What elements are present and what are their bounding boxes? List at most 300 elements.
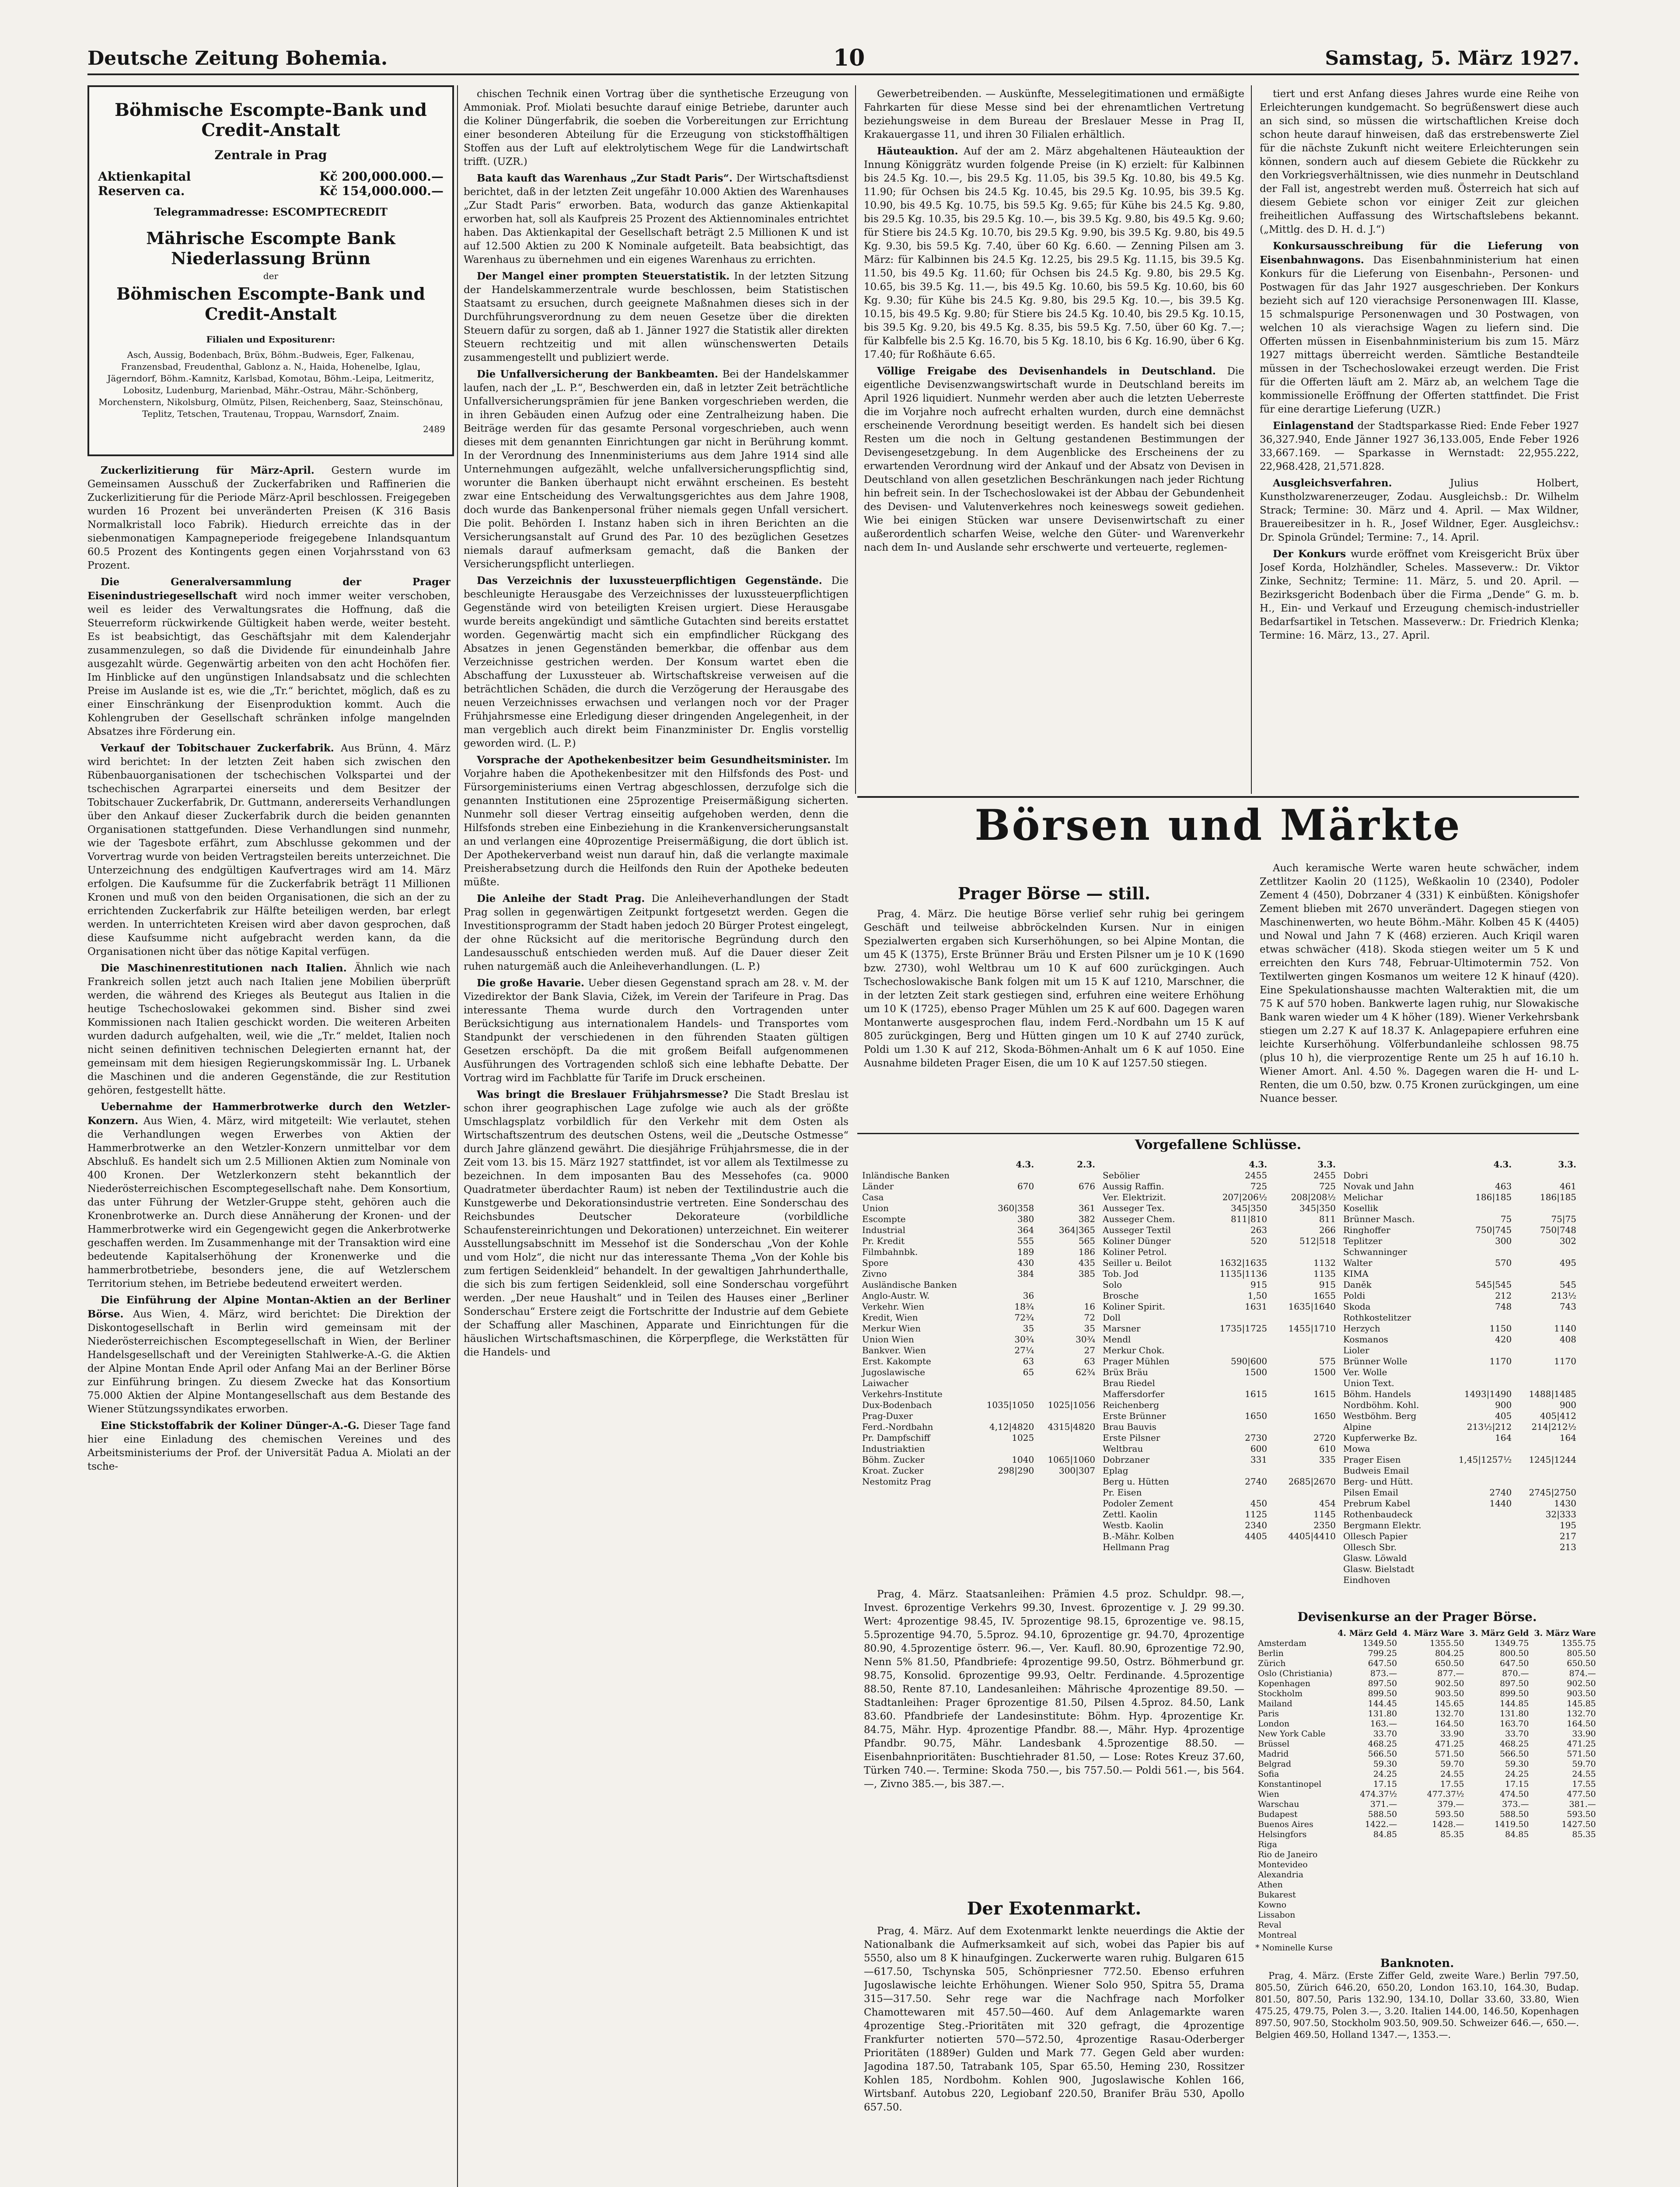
table-row [1100,1378,1338,1389]
table-cell: 2455 [1245,1170,1268,1181]
table-cell: 405|412 [1540,1411,1576,1421]
table-cell [1270,1465,1338,1476]
table-cell [1514,1367,1579,1378]
table-cell: Madrid [1258,1749,1289,1759]
article-text: wurde eröffnet vom Kreisgericht Brüx über Josef Korda, Holzhändler, Scheles. Masseverw.: Dr. Viktor Zinke, Sechnitz; Termine: 11. März, 5. und 20. April. — Bezirksgericht Bodenbach über die Firma „Dende“ G. m. b. H., Ein- und Verkauf und Erzeugung chemisch-industrieller Bedarfsartikel in Tetschen. Masseverw.: Dr. Friedrich Klenka; Termine: 16. März, 13., 27. April. [1260,548,1579,641]
table-cell: 902.50 [1435,1679,1464,1688]
table-cell: Aussig Raffin. [1103,1181,1164,1191]
table-cell [1514,1378,1579,1389]
table-cell: 27 [1084,1345,1095,1356]
table-cell [1335,1850,1400,1860]
article-paragraph [464,171,849,267]
table-cell: Union [862,1203,889,1213]
table-cell: Verkehrs-Institute [862,1389,943,1399]
table-row [859,1345,1098,1356]
table-cell: 1355.50 [1429,1639,1464,1648]
table-header [859,1159,975,1170]
table-cell [1514,1476,1579,1487]
table-row [1100,1334,1338,1345]
staats-paragraph: Prag, 4. März. Staatsanleihen: Prämien 4.5 proz. Schuldpr. 98.—, Invest. 6prozentige Verkehrs 99.30, Invest. 6prozentige v. J. 29 99.30. Wert: 4prozentige 98.45, IV. 5prozentige 98.15, 6prozentige ve. 98.15, 5.5prozentige 94.70, 5.5proz. 94.10, 6prozentige gr. 94.70, 4prozentige 80.90, 4.5prozentige österr. 96.—, Ver. Kaufl. 80.90, 6prozentige 72.90, Nenn 5% 81.50, Pfandbriefe: 4prozentige 99.50, Ostrz. Böhmerbund gr. 98.75, Konsolid. 6prozentige 99.93, Oeltr. Ferdinande. 4.5prozentige 88.50, Rente 87.10, Landesanleihen: Mährische 4prozentige 89.50. — Stadtanleihen: Prager 6prozentige 81.50, Pilsen 4.5proz. 84.50, Lank 83.60. Pfandbriefe der Landesinstitute: Böhm. Hyp. 4prozentige Kr. 84.75, Mähr. Hyp. 4prozentige Pfandbr. 88.—, Mähr. Hyp. 4prozentige Pfandbr. 90.75, Mähr. Landesbank 4.5prozentige 88.50. — Eisenbahnprioritäten: Buschtiehrader 81.50, — Lose: Rotes Kreuz 37.60, Türken 740.—. Termine: Skoda 750.—, bis 757.50.— Poldi 561.—, bis 564.—, Zivno 385.—, bis 387.—. [864,1589,1244,1790]
table-cell: Prager Mühlen [1103,1356,1170,1366]
table-row [1341,1181,1579,1192]
table-cell: 805.50 [1567,1649,1596,1658]
article-headline: Völlige Freigabe des Devisenhandels in Deutschland. [877,365,1216,377]
table-cell [1400,1860,1467,1870]
article-headline: Der Mangel einer prompten Steuerstatistik. [477,270,730,282]
table-cell: London [1258,1719,1290,1729]
article-paragraph [1260,239,1579,416]
table-row [1341,1389,1579,1400]
table-cell: Budweis Email [1343,1465,1409,1476]
article-text: Ueber diesen Gegenstand sprach am 28. v. M. der Vizedirektor der Bank Slavia, Cižek, im Verein der Tarifeure in Prag. Das interessante Thema wurde durch den Vortragenden unter Berücksichtigung aus internationalem Handels- und Transportes vom Standpunkt der verschiedenen in den führenden Staaten gültigen Gesetzen erschöpft. Da die mit großem Beifall aufgenommenen Ausführungen des Vortragenden schloß sich eine lebhafte Debatte. Der Vortrag wird im Fachblatte für Tarife im Druck erscheinen. [464,978,849,1084]
table-cell: 75|75 [1551,1214,1576,1224]
table-cell: 213 [1559,1542,1576,1552]
table-cell [975,1279,1037,1290]
table-cell: 164 [1495,1432,1512,1443]
table-cell: 373.— [1502,1799,1529,1809]
table-cell: 571.50 [1435,1749,1464,1759]
table-row [1341,1476,1579,1487]
table-cell: Nordböhm. Kohl. [1343,1400,1419,1410]
table-cell [1514,1575,1579,1586]
table-row [859,1301,1098,1312]
table-header: 4.3. [1493,1159,1512,1170]
table-cell [1531,1900,1598,1910]
table-cell: 474.50 [1499,1789,1529,1799]
table-cell: 647.50 [1368,1659,1397,1668]
table-cell [1531,1890,1598,1900]
table-cell: 1140 [1554,1323,1576,1334]
ad-reserve-label: Reserven ca. [98,184,185,198]
article-text: Dieser Tage fand hier eine Einladung des chemischen Vereines und des Arbeitsministeriums der Prof. der Universität Padua A. Miolati an der tsche- [87,1420,451,1472]
table-cell [1514,1553,1579,1564]
table-cell: Kroat. Zucker [862,1465,924,1476]
table-cell: 145.85 [1567,1699,1596,1708]
table-cell: 463 [1495,1181,1512,1191]
table-cell: 145.65 [1435,1699,1464,1708]
table-row [1255,1910,1599,1920]
table-row [1255,1820,1599,1830]
article-headline: Die Unfallversicherung der Bankbeamten. [477,368,718,380]
table-cell: 132.70 [1567,1709,1596,1719]
table-cell: 610 [1319,1443,1336,1454]
table-cell [1037,1443,1098,1454]
table-header [1100,1159,1201,1170]
table-row [1341,1520,1579,1531]
table-row [1100,1356,1338,1367]
table-cell: Zivno [862,1268,887,1279]
table-cell: 811 [1319,1214,1336,1224]
table-cell: 870.— [1502,1669,1529,1678]
table-cell: 2340 [1245,1520,1268,1530]
table-cell: 575 [1319,1356,1336,1366]
table-cell [1467,1840,1531,1850]
staats-text [864,1588,1244,1894]
table-cell: 84.85 [1373,1830,1397,1839]
table-cell: 16 [1084,1301,1095,1312]
table-row [1341,1531,1579,1542]
table-cell: 471.25 [1567,1739,1596,1749]
table-row [859,1279,1098,1290]
table-cell: 1615 [1245,1389,1268,1399]
ad-title-1: Böhmische Escompte-Bank und Credit-Anstalt [115,100,427,140]
table-cell: Maffersdorfer [1103,1389,1165,1399]
table-cell: Montreal [1258,1930,1297,1940]
article-headline: Die große Havarie. [477,977,584,989]
table-row [1341,1345,1579,1356]
table-row [1100,1520,1338,1531]
table-row [1255,1689,1599,1699]
table-row [1255,1739,1599,1749]
table-cell: 1455|1710 [1288,1323,1336,1334]
table-cell: Verkehr. Wien [862,1301,925,1312]
table-row [1255,1799,1599,1810]
table-cell: 1125 [1245,1509,1268,1520]
table-cell: Pr. Eisen [1103,1487,1142,1498]
article-headline: Die Generalversammlung der Prager Eisenindustriegesellschaft [87,576,451,602]
table-row [1255,1759,1599,1769]
article-headline: Die Maschinenrestitutionen nach Italien. [101,962,347,974]
table-row [859,1225,1098,1236]
table-cell: 468.25 [1499,1739,1529,1749]
table-cell [1443,1345,1515,1356]
table-cell: 17.15 [1373,1779,1397,1789]
table-row [859,1258,1098,1268]
table-cell: 17.15 [1505,1779,1529,1789]
table-row [1341,1487,1579,1498]
table-cell: 1500 [1245,1367,1268,1377]
table-cell [1531,1870,1598,1880]
table-cell [1531,1860,1598,1870]
table-cell: 207|206½ [1222,1192,1268,1202]
table-cell: 915 [1319,1279,1336,1290]
table-cell: 915 [1250,1279,1268,1290]
table-cell: Walter [1343,1258,1373,1268]
article-paragraph [864,144,1244,362]
table-cell: Dux-Bodenbach [862,1400,932,1410]
article-headline: Zuckerlizitierung für März-April. [101,465,314,476]
table-cell: Dobri [1343,1170,1368,1181]
table-cell [1467,1900,1531,1910]
table-cell: Koliner Spirit. [1103,1301,1166,1312]
table-cell: Merkur Wien [862,1323,921,1334]
table-cell [1443,1531,1515,1542]
article-headline: Die Einführung der Alpine Montan-Aktien an der Berliner Börse. [87,1294,451,1320]
table-cell: Glasw. Löwald [1343,1553,1407,1563]
table-row [1100,1279,1338,1290]
article-headline: Konkursausschreibung für die Lieferung von Eisenbahnwagons. [1260,240,1579,266]
table-cell: 1035|1050 [986,1400,1034,1410]
table-row [1100,1400,1338,1411]
article-text: Ähnlich wie nach Frankreich sollen jetzt auch nach Italien jene Mobilien überprüft werden, die während des Krieges als Beutegut aus Italien in die heutige Tschechoslowakei gekommen sind. Bisher sind zwei Kommissionen nach Italien geschickt worden. Die weiteren Arbeiten wurden dadurch aufgehalten, weil, wie die „Tr.“ meldet, Italien noch nicht seinen definitiven technischen Delegierten ernannt hat, der gemeinsam mit dem hiesigen Regierungskommissär Ing. L. Urbanek die Maschinen und die anderen Gegenstände, die zur Restitution gehören, festgestellt hätte. [87,963,451,1096]
table-row [859,1443,1098,1454]
table-row [1341,1290,1579,1301]
table-cell: Melichar [1343,1192,1383,1202]
table-cell: 670 [1017,1181,1034,1191]
table-header: 3.3. [1558,1159,1576,1170]
table-cell [1443,1564,1515,1575]
table-cell: 545 [1559,1279,1576,1290]
table-cell [1467,1920,1531,1930]
table-cell: 900 [1559,1400,1576,1410]
table-row [859,1422,1098,1432]
ad-telegram: Telegrammadresse: ESCOMPTECREDIT [154,206,388,218]
table-row [1255,1920,1599,1930]
exoten-title: Der Exotenmarkt. [967,1898,1142,1919]
table-cell: Erst. Kakompte [862,1356,931,1366]
table-row [1341,1432,1579,1443]
table-cell: Prag-Duxer [862,1411,913,1421]
table-row [1100,1345,1338,1356]
table-cell: 1349.75 [1494,1639,1529,1648]
article-text: Die Anleiheverhandlungen der Stadt Prag sollen in gegenwärtigen Zeitpunkt fortgesetzt werden. Gegen die Investitionsprogramm der Stadt haben jedoch 20 Bürger Protest eingelegt, der ohne Rücksicht auf die meritorische Begründung durch den Landesausschuß entschieden werden muß. Auf die Dauer dieser Zeit ruhen naturgemäß auch die Anleiheverhandlungen. (L. P.) [464,893,849,972]
table-cell: Merkur Chok. [1103,1345,1165,1356]
prague-exchange-continued-paragraph: Auch keramische Werte waren heute schwächer, indem Zettlitzer Kaolin 20 (1125), Weßkaolin 10 (2340), Podoler Zement 4 (450), Dobrzaner 4 (331) K einbüßten. Königshofer Zement blieben mit 2670 unverändert. Dagegen stiegen von Maschinenwerten, wo heute Böhm.-Mähr. Kolben 45 K (4405) und Nowal und Jahn 7 K (468) erzieren. Auch Kriqil waren etwas schwächer (418). Skoda stiegen weiter um 5 K und erreichten den Kurs 748, Februar-Ultimotermin 752. Von Textilwerten gingen Kosmanos um weitere 12 K hinauf (420). Eine Spekulationshausse machten Walteraktien mit, die um 75 K auf 570 hoben. Bankwerte lagen ruhig, nur Slowakische Bank waren wieder um 4 K höher (189). Wiener Verkehrsbank stiegen um 2.27 K auf 18.37 K. Anlagepapiere erfuhren eine leichte Kurserhöhung. Völferbundanleihe schlossen 98.75 (plus 10 h), die vierprozentige Rente um 25 h auf 16.10 h. Wiener Amort. Anl. 4.50 %. Dagegen waren die H- und L-Renten, die um 0.50, bzw. 0.75 Kronen zurückgingen, um eine Nuance besser. [1260,863,1579,1104]
table-row [1341,1214,1579,1225]
table-cell: 17.55 [1572,1779,1596,1789]
article-text: Auf der am 2. März abgehaltenen Häuteauktion der Innung Königgrätz wurden folgende Preise (in K) erzielt: für Kalbinnen bis 24.5 Kg. 10.—, bis 29.5 Kg. 11.05, bis 39.5 Kg. 10.80, bis 49.5 Kg. 11.90; für Ochsen bis 24.5 Kg. 10.45, bis 29.5 Kg. 10.95, bis 39.5 Kg. 10.90, bis 49.5 Kg. 10.75, bis 59.5 Kg. 9.65; für Kühe bis 24.5 Kg. 9.80, bis 29.5 Kg. 10.35, bis 29.5 Kg. 10.—, bis 39.5 Kg. 9.80, bis 49.5 Kg. 9.60; für Stiere bis 24.5 Kg. 10.70, bis 29.5 Kg. 9.90, bis 39.5 Kg. 9.80, bis 49.5 Kg. 9.30, bis 59.5 Kg. 7.40, über 60 Kg. 6.60. — Zenning Pilsen am 3. März: für Kalbinnen bis 24.5 Kg. 12.25, bis 29.5 Kg. 11.15, bis 39.5 Kg. 11.50, bis 49.5 Kg. 11.60; für Ochsen bis 24.5 Kg. 9.80, bis 29.5 Kg. 10.65, bis 39.5 Kg. 11.—, bis 49.5 Kg. 10.60, bis 59.5 Kg. 10.60, bis 60 Kg. 9.30; für Kühe bis 24.5 Kg. 9.80, bis 29.5 Kg. 10.—, bis 39.5 Kg. 10.15, bis 49.5 Kg. 9.80; für Stiere bis 24.5 Kg. 10.40, bis 29.5 Kg. 10.15, bis 39.5 Kg. 9.20, bis 49.5 Kg. 8.35, bis 59.5 Kg. 7.50, über 60 Kg. 7.—; für Kalbfelle bis 2.5 Kg. 16.70, bis 5 Kg. 18.10, bis 6 Kg. 16.90, über 6 Kg. 17.40; für Roßhäute 6.65. [864,146,1244,360]
table-cell: Brau Bauvis [1103,1422,1156,1432]
table-cell [1201,1378,1270,1389]
table-cell: 2720 [1313,1432,1336,1443]
table-cell: 266 [1319,1225,1336,1235]
ad-capital-row [89,169,452,184]
table-cell: Novak und Jahn [1343,1181,1414,1191]
table-cell: 35 [1084,1323,1095,1334]
ad-reserve-value: Kč 154,000.000.— [319,184,444,198]
table-cell: 555 [1017,1236,1034,1246]
table-cell [1201,1312,1270,1323]
table-cell [1335,1860,1400,1870]
table-cell: 384 [1017,1268,1034,1279]
table-cell: 364|365 [1058,1225,1095,1235]
article-paragraph [464,87,849,169]
article-headline: Ausgleichsverfahren. [1273,477,1392,489]
table-cell: Glasw. Bielstadt [1343,1564,1415,1574]
table-row [1100,1192,1338,1203]
prague-exchange-paragraph: Prag, 4. März. Die heutige Börse verlief sehr ruhig bei geringem Geschäft und teilweise abbröckelnden Kursen. Nur in einigen Spezialwerten ergaben sich Kurserhöhungen, so bei Alpine Montan, die um 45 K (1375), Erste Brünner Bräu und Ersten Pilsner um je 10 K (1690 bzw. 2730), wohl Weltbrau um 10 K auf 600 zurückgingen. Auch Tschechoslowakische Bank folgen mit um 15 K auf 1210, Marschner, die in der letzten Zeit stark gestiegen sind, erfuhren eine weitere Erhöhung um 10 K (1725), ebenso Prager Mühlen um 25 K auf 600. Dagegen waren Montanwerte ausgesprochen flau, indem Ferd.-Nordbahn um 15 K auf 805 zurückgingen, Berg und Hütten gingen um 10 K auf 2740 zurück, Poldi um 1.30 K auf 212, Skoda-Böhmen-Anhalt um 6 K auf 1050. Eine Ausnahme bildeten Prager Eisen, die um 10 K auf 1257.50 stiegen. [864,908,1244,1069]
table-header: 3. März Ware [1534,1628,1596,1638]
table-cell: 2745|2750 [1529,1487,1576,1498]
table-cell: 163.— [1370,1719,1397,1729]
table-cell: 1,45|1257½ [1458,1454,1512,1465]
table-row [1255,1669,1599,1679]
table-cell: Konstantinopel [1258,1779,1322,1789]
table-row [1100,1422,1338,1432]
table-cell: 1488|1485 [1529,1389,1576,1399]
table-cell: 213½|212 [1467,1422,1512,1432]
ad-code: 2489 [423,424,445,434]
article-text: tiert und erst Anfang dieses Jahres wurde eine Reihe von Erleichterungen kundgemacht. So begrüßenswert diese auch an sich sind, so müssen die wirtschaftlichen Kreise doch schon heute darauf hinweisen, daß das erstrebenswerte Ziel für die nächste Zukunft nicht weitere Erleichterungen sein können, sondern auch auf diesem Gebiete die Rückkehr zu den Vorkriegsverhältnissen, wie dies nunmehr in Deutschland der Fall ist, angestrebt werden muß. Österreich hat sich auf diesem Gebiete schon vor einiger Zeit zur gleichen freiheitlichen Auffassung des Wirtschaftslebens bekannt. („Mittlg. des D. H. d. J.“) [1260,88,1579,235]
table-row [1100,1203,1338,1214]
table-cell: 450 [1250,1498,1268,1509]
article-text: der Stadtsparkasse Ried: Ende Feber 1927 36,327.940, Ende Jänner 1927 36,133.005, Ende Feber 1926 33,667.169. — Sparkasse in Wernstadt: 22,955.222, 22,968.428, 21,571.828. [1260,420,1579,472]
table-header: 4. März Geld [1338,1628,1397,1638]
table-cell: 164.50 [1435,1719,1464,1729]
table-cell: Montevideo [1258,1860,1308,1869]
table-cell: Teplitzer [1343,1236,1383,1246]
table-row [859,1432,1098,1443]
table-cell [1201,1487,1270,1498]
table-cell [1037,1279,1098,1290]
table-cell [1443,1268,1515,1279]
table-cell: 725 [1250,1181,1268,1191]
table-header: 4.3. [1249,1159,1268,1170]
table-cell: 1040 [1012,1454,1034,1465]
table-cell [1270,1312,1338,1323]
table-cell: 566.50 [1499,1749,1529,1759]
table-cell: Alpine [1343,1422,1372,1432]
table-cell: Eplag [1103,1465,1128,1476]
article-paragraph [1260,87,1579,237]
table-cell: 566.50 [1368,1749,1397,1759]
table-cell [1514,1345,1579,1356]
table-cell [975,1443,1037,1454]
table-cell: 897.50 [1499,1679,1529,1688]
table-row [1255,1749,1599,1759]
table-cell [1467,1860,1531,1870]
table-row [1341,1400,1579,1411]
table-cell [1443,1575,1515,1586]
table-cell: Ollesch Sbr. [1343,1542,1397,1552]
table-cell [1400,1900,1467,1910]
table-cell: 874.— [1569,1669,1596,1678]
table-cell: 33.70 [1505,1729,1529,1739]
table-cell: 24.25 [1505,1769,1529,1779]
table-cell [1400,1850,1467,1860]
table-cell [1037,1476,1098,1487]
table-cell: 588.50 [1499,1810,1529,1819]
table-cell: 899.50 [1499,1689,1529,1698]
table-row [859,1400,1098,1411]
table-cell: Lissabon [1258,1910,1296,1920]
table-cell: 650.50 [1435,1659,1464,1668]
article-text: Aus Brünn, 4. März wird berichtet: In der letzten Zeit haben sich zwischen den Rübenbauorganisationen der tschechischen Volkspartei und der tschechischen Agrarpartei einerseits und dem Besitzer der Tobitschauer Zuckerfabrik, Dr. Guttmann, andererseits Verhandlungen über den Ankauf dieser Zuckerfabrik durch die beiden genannten Organisationen stattgefunden. Diese Verhandlungen sind nunmehr, wie der Tagesbote erfährt, zum Abschlusse gekommen und der Vorvertrag wurde von beiden Vertragsteilen bereits unterzeichnet. Die Unterzeichnung des endgültigen Kaufvertrages wird am 14. März erfolgen. Die Kaufsumme für die Zuckerfabrik beträgt 11 Millionen Kronen und muß von den beiden Organisationen, die sich an der zu errichtenden Zuckerfabrik zur Hälfte beteiligen werden, bar erlegt werden. In unterrichteten Kreisen wird aber davon gesprochen, daß diese Kaufsumme nicht aufgebracht werden kann, da die Organisationen nicht über das nötige Kapital verfügen. [87,743,451,957]
table-cell: Reichenberg [1103,1400,1160,1410]
table-cell [1400,1930,1467,1940]
table-row [1341,1356,1579,1367]
table-cell: Amsterdam [1258,1639,1306,1648]
table-cell: 430 [1017,1258,1034,1268]
article-paragraph [87,464,451,573]
table-row [859,1247,1098,1258]
table-cell [1443,1367,1515,1378]
table-cell: 647.50 [1499,1659,1529,1668]
table-row [859,1170,1098,1181]
article-headline: Der Konkurs [1273,548,1346,560]
article-headline: Bata kauft das Warenhaus „Zur Stadt Paris“. [477,172,733,184]
table-cell [1531,1840,1598,1850]
table-cell: 750|745 [1475,1225,1512,1235]
table-cell: Inländische Banken [862,1170,950,1181]
table-cell: Brüssel [1258,1739,1290,1749]
table-cell: 676 [1078,1181,1095,1191]
table-cell: Union Wien [862,1334,914,1345]
prague-exchange-continued [1260,862,1579,1124]
table-row [1341,1498,1579,1509]
article-paragraph [87,741,451,959]
table-cell [1335,1840,1400,1850]
table-cell: 1493|1490 [1464,1389,1512,1399]
table-cell: Alexandria [1258,1870,1303,1880]
table-cell [1201,1542,1270,1553]
table-cell: Zettl. Kaolin [1103,1509,1158,1520]
table-cell: 131.80 [1368,1709,1397,1719]
table-cell [1201,1400,1270,1411]
table-cell: Stockholm [1258,1689,1303,1698]
table-cell: 59.30 [1373,1759,1397,1769]
table-cell: 24.55 [1440,1769,1464,1779]
table-cell: 85.35 [1440,1830,1464,1839]
table-row [1255,1900,1599,1910]
table-row [1100,1181,1338,1192]
table-cell [1443,1509,1515,1520]
table-cell [975,1170,1037,1181]
table-cell: 420 [1495,1334,1512,1345]
table-row [1341,1258,1579,1268]
table-cell: 189 [1017,1247,1034,1257]
table-row [1100,1214,1338,1225]
ad-capital-value: Kč 200,000.000.— [319,169,444,184]
table-cell: 212 [1495,1290,1512,1301]
article-paragraph [464,367,849,571]
table-row [1255,1860,1599,1870]
table-cell: 164 [1559,1432,1576,1443]
table-cell [1335,1930,1400,1940]
table-cell: Anglo-Austr. W. [862,1290,930,1301]
table-cell: 461 [1559,1181,1576,1191]
table-cell [1443,1170,1515,1181]
table-cell: 144.45 [1368,1699,1397,1708]
table-cell: Weltbrau [1103,1443,1143,1454]
table-cell: 27¼ [1014,1345,1034,1356]
table-cell: 132.70 [1435,1709,1464,1719]
table-header: 3.3. [1317,1159,1336,1170]
table-cell: 1655 [1313,1290,1336,1301]
table-cell: 4315|4820 [1048,1422,1095,1432]
table-cell: Tob. Jod [1103,1268,1139,1279]
table-cell: 2730 [1245,1432,1268,1443]
table-cell: 800.50 [1499,1649,1529,1658]
table-cell: Kosellik [1343,1203,1378,1213]
article-text: Julius Holbert, Kunstholzwarenerzeuger, Zodau. Ausgleichsb.: Dr. Wilhelm Strack; Termine: 30. März und 4. April. — Max Wildner, Brauereibesitzer in h. R., Josef Wildner, Eger. Ausgleichsv.: Dr. Spinola Gründel; Termine: 7., 14. April. [1260,478,1579,543]
article-text: In der letzten Sitzung der Handelskammerzentrale wurde beschlossen, beim Statistischen Staatsamt zu ersuchen, durch geeignete Maßnahmen dieses sich in der Durchführungsverordnung zu dem neuen Gesetze über die direkten Steuern dafür zu sorgen, daß ab 1. Jänner 1927 die Statistik aller direkten Steuern rechtzeitig und mit allen wünschenswerten Details zusammengestellt und publiziert werde. [464,271,849,363]
table-cell [1270,1487,1338,1498]
table-cell [1400,1880,1467,1890]
table-cell: B.-Mähr. Kolben [1103,1531,1174,1541]
table-cell: 30¾ [1076,1334,1095,1345]
article-paragraph [864,364,1244,555]
quotes-table-1 [859,1159,1098,1487]
table-cell: 380 [1017,1214,1034,1224]
table-cell: Budapest [1258,1810,1298,1819]
table-cell: 33.90 [1572,1729,1596,1739]
table-cell: Athen [1258,1880,1283,1890]
table-cell [1037,1411,1098,1422]
table-cell: Brosche [1103,1290,1139,1301]
table-cell: 873.— [1370,1669,1397,1678]
table-row [859,1367,1098,1378]
table-row [1100,1476,1338,1487]
running-header-date: Samstag, 5. März 1927. [1325,47,1579,70]
article-paragraph [87,1419,451,1474]
article-paragraph [464,574,849,751]
table-cell: 512|518 [1299,1236,1336,1246]
article-text: Gestern wurde im Gemeinsamen Ausschuß der Zuckerfabriken und Raffinerien die Zuckerlizitierung für die Periode März-April beschlossen. Freigegeben wurden 16 Prozent bei unveränderten Preisen (K 316 Basis Normalkristall loco Fabrik). Hiedurch erreichte das in der siebenmonatigen Kampagneperiode freigegebene Inlandsquantum 60.5 Prozent des Kontingents gegen einen Vorjahrsstand von 63 Prozent. [87,465,451,571]
table-cell: 17.55 [1440,1779,1464,1789]
table-cell: 877.— [1437,1669,1464,1678]
table-cell [1443,1542,1515,1553]
